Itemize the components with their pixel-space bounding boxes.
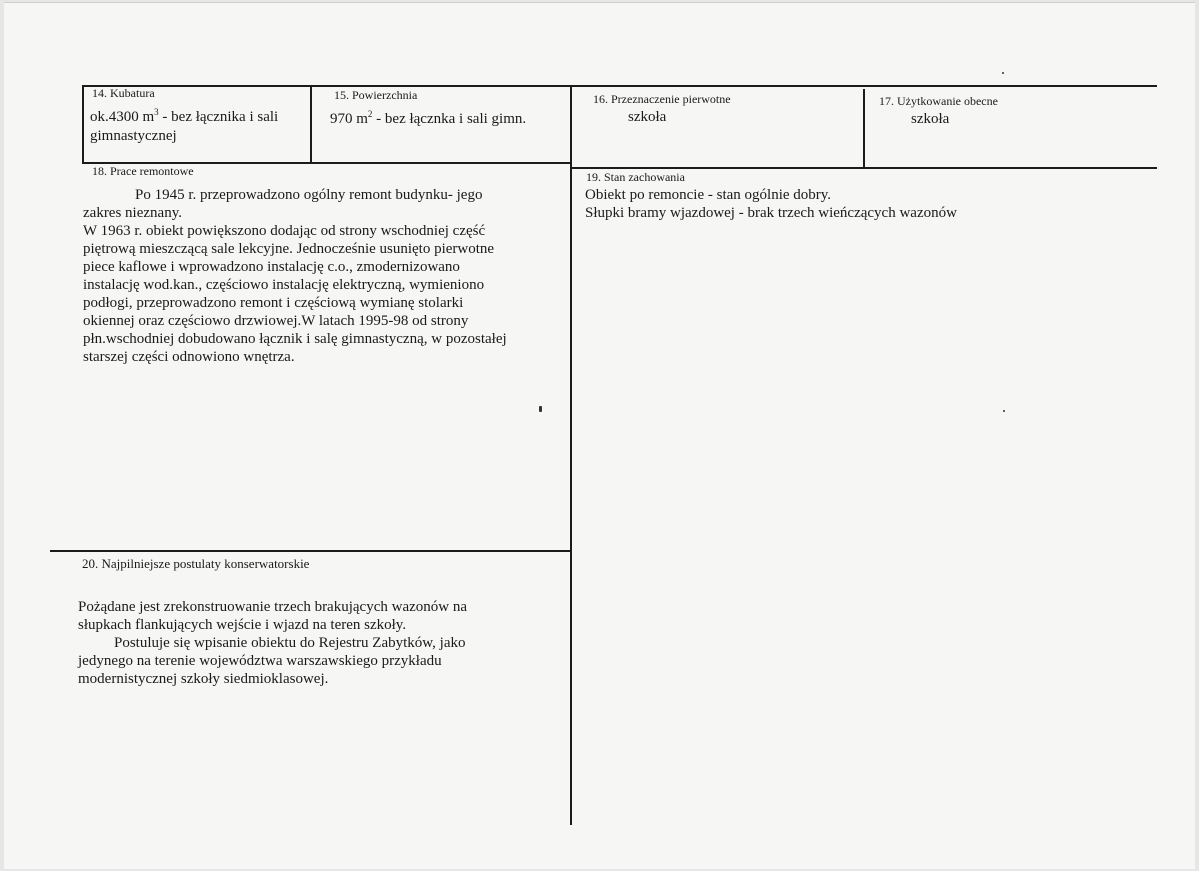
text-line: Po 1945 r. przeprowadzono ogólny remont budynku- jego [135,187,483,203]
section-divider-line [50,550,572,552]
postulaty-text [78,598,467,688]
text-line: okiennej oraz częściowo drzwiowej.W latach 1995-98 od strony [83,313,469,329]
przeznaczenie-value: szkoła [628,109,667,125]
text-line: podłogi, przeprowadzono remont i częściową wymianę stolarki [83,295,464,311]
cell-border-15 [310,85,312,164]
scan-speck [1002,72,1004,74]
kubatura-value: ok.4300 $m^3$ - bez łącznika i sali gimnastycznej [90,107,279,144]
scan-speck [539,406,542,412]
powierzchnia-value: 970 $m^2$ - bez łącznka i sali gimn. [330,109,527,127]
text-line: Pożądane jest zrekonstruowanie trzech brakujących wazonów na [78,599,467,615]
text-line: piętrową mieszczącą sale lekcyjne. Jednocześnie usunięto pierwotne [83,241,495,257]
uzytkowanie-label: 17. Użytkowanie obecne [879,94,998,108]
przeznaczenie-label: 16. Przeznaczenie pierwotne [593,92,731,106]
text-line: słupkach flankujących wejście i wjazd na teren szkoły. [78,617,407,633]
prace-remontowe-text [83,186,507,366]
powierzchnia-label: 15. Powierzchnia [334,88,418,102]
cell-border-14 [82,85,84,164]
prace-remontowe-label: 18. Prace remontowe [92,164,194,178]
top-border-line [82,85,1157,87]
text-line: instalację wod.kan., częściowo instalację elektryczną, wymieniono [83,277,485,293]
uzytkowanie-value: szkoła [911,111,950,127]
text-line: Postuluje się wpisanie obiektu do Rejestru Zabytków, jako [114,635,466,651]
text-line: modernistycznej szkoły siedmioklasowej. [78,671,329,687]
kubatura-label: 14. Kubatura [92,86,155,100]
text-line: płn.wschodniej dobudowano łącznik i salę gimnastyczną, w pozostałej [83,331,507,347]
stan-zachowania-text [585,186,957,222]
text-line: jedynego na terenie województwa warszawskiego przykładu [78,653,442,669]
text-line: piece kaflowe i wprowadzono instalację c.o., zmodernizowano [83,259,460,275]
cell-border-16 [863,89,865,169]
postulaty-label: 20. Najpilniejsze postulaty konserwatorskie [82,556,310,571]
text-line: Obiekt po remoncie - stan ogólnie dobry. [585,187,832,203]
text-line: Słupki bramy wjazdowej - brak trzech wieńczących wazonów [585,205,957,221]
column-divider-line [570,85,572,825]
text-line: zakres nieznany. [83,205,182,221]
text-line: starszej części odnowiono wnętrza. [83,349,295,365]
scan-speck [1003,410,1005,412]
text-line: W 1963 r. obiekt powiększono dodając od strony wschodniej część [83,223,486,239]
stan-zachowania-label: 19. Stan zachowania [586,170,685,184]
